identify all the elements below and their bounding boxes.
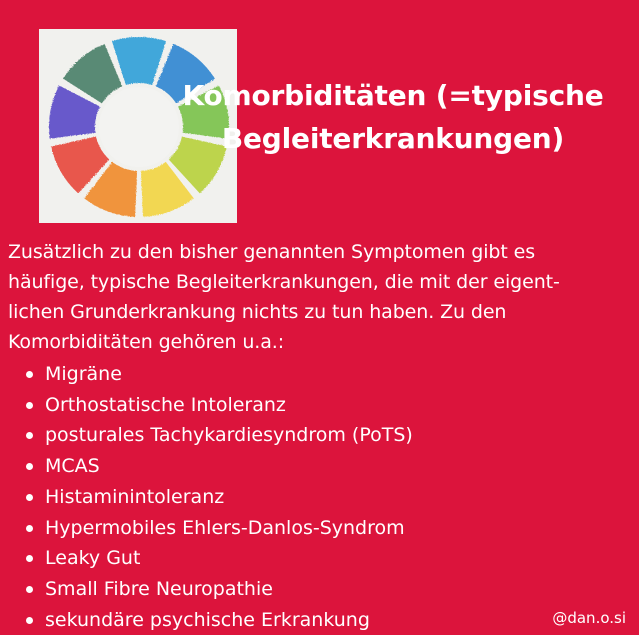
intro-line-3: lichen Grunderkrankung nichts zu tun haben. Zu den <box>8 301 507 323</box>
bullet-icon <box>26 617 33 624</box>
bullet-icon <box>26 555 33 562</box>
title-line-1: Komorbiditäten (=typische <box>182 79 604 112</box>
bullet-icon <box>26 432 33 439</box>
title-line-2: Begleiterkrankungen) <box>221 122 565 155</box>
list-item-label: posturales Tachykardiesyndrom (PoTS) <box>45 424 413 447</box>
list-item-label: Leaky Gut <box>45 547 141 570</box>
list-item-label: MCAS <box>45 455 100 478</box>
bullet-icon <box>26 463 33 470</box>
list-item-label: Migräne <box>45 363 122 385</box>
bullet-icon <box>26 494 33 501</box>
list-item-label: sekundäre psychische Erkrankung <box>45 608 370 631</box>
list-item-label: Orthostatische Intoleranz <box>45 393 286 416</box>
intro-line-4: Komorbiditäten gehören u.a.: <box>8 331 285 353</box>
list-item <box>24 543 413 574</box>
list-item <box>24 482 413 513</box>
list-item <box>24 359 413 390</box>
bullet-icon <box>26 525 33 532</box>
intro-line-2: häufige, typische Begleiterkrankungen, die mit der eigent- <box>8 271 560 293</box>
list-item <box>24 390 413 421</box>
list-item <box>24 513 413 544</box>
intro-line-1: Zusätzlich zu den bisher genannten Symptomen gibt es <box>8 241 536 263</box>
list-item-label: Small Fibre Neuropathie <box>45 577 273 600</box>
list-item <box>24 605 413 635</box>
bullet-icon <box>26 371 33 378</box>
intro-paragraph <box>8 237 633 357</box>
list-item-label: Histaminintoleranz <box>45 485 225 508</box>
bullet-icon <box>26 402 33 409</box>
list-item <box>24 451 413 482</box>
comorbidity-list <box>24 359 413 635</box>
author-handle: @dan.o.si <box>552 609 626 627</box>
page-title <box>150 74 636 160</box>
bullet-icon <box>26 586 33 593</box>
list-item <box>24 420 413 451</box>
list-item-label: Hypermobiles Ehlers-Danlos-Syndrom <box>45 516 405 539</box>
list-item <box>24 574 413 605</box>
